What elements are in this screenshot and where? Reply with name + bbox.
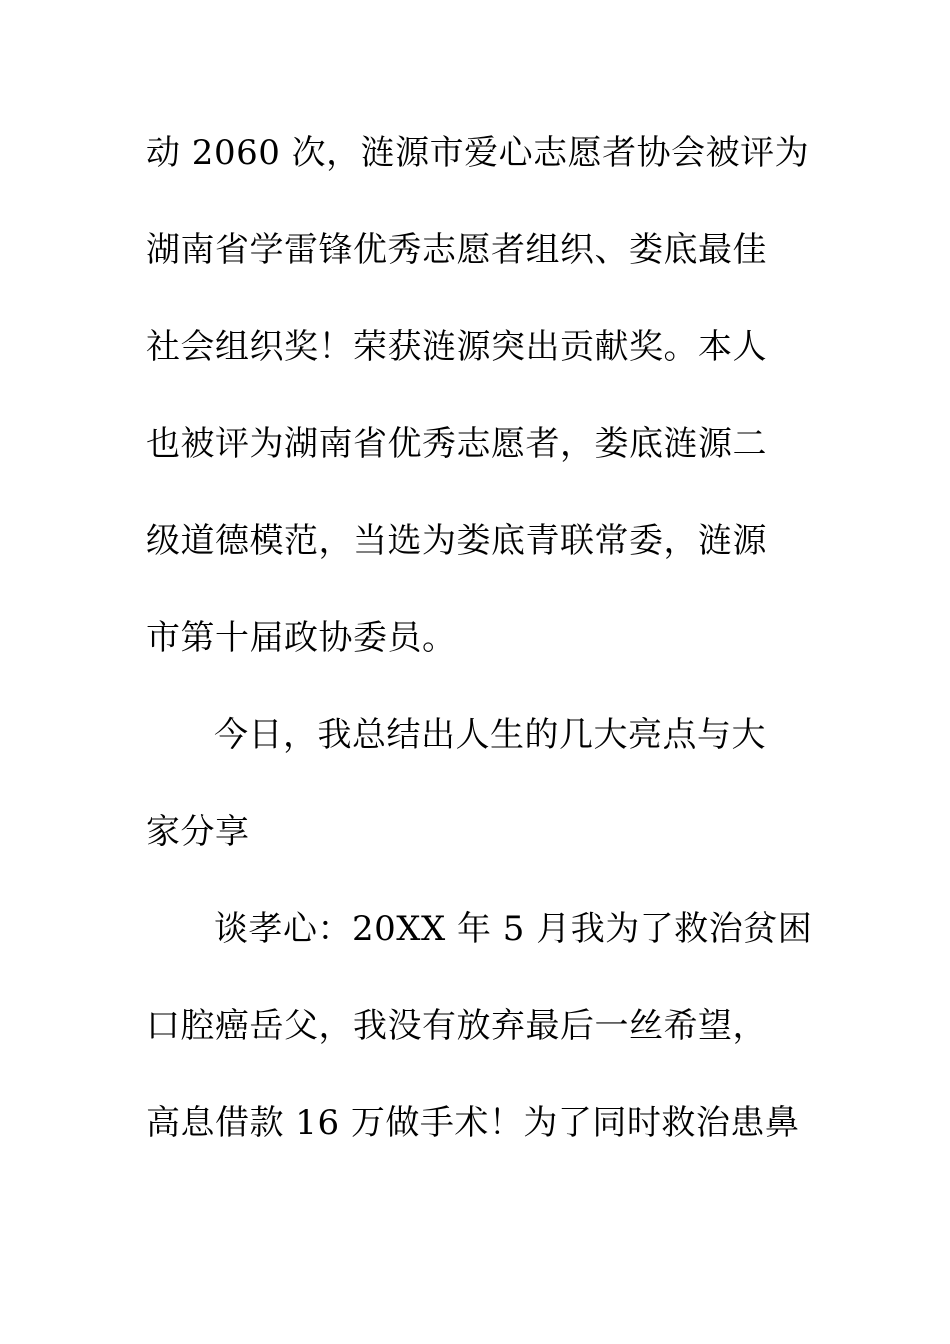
text-line-1: 动 2060 次，涟源市爱心志愿者协会被评为 — [146, 133, 810, 173]
text-line-6: 市第十届政协委员。 — [146, 618, 457, 658]
text-line-3: 社会组织奖！荣获涟源突出贡献奖。本人 — [146, 327, 767, 367]
text-line-2: 湖南省学雷锋优秀志愿者组织、娄底最佳 — [146, 230, 767, 270]
text-line-5: 级道德模范，当选为娄底青联常委，涟源 — [146, 521, 767, 561]
text-line-10: 口腔癌岳父，我没有放弃最后一丝希望， — [146, 1006, 767, 1046]
body-text — [146, 120, 813, 1187]
text-line-11: 高息借款 16 万做手术！为了同时救治患鼻 — [146, 1103, 800, 1143]
text-line-4: 也被评为湖南省优秀志愿者，娄底涟源二 — [146, 424, 767, 464]
paragraph-start-line: 今日，我总结出人生的几大亮点与大 — [214, 715, 766, 755]
text-line-8: 家分享 — [146, 812, 250, 852]
paragraph-start-line: 谈孝心：20XX 年 5 月我为了救治贫困 — [214, 909, 813, 949]
